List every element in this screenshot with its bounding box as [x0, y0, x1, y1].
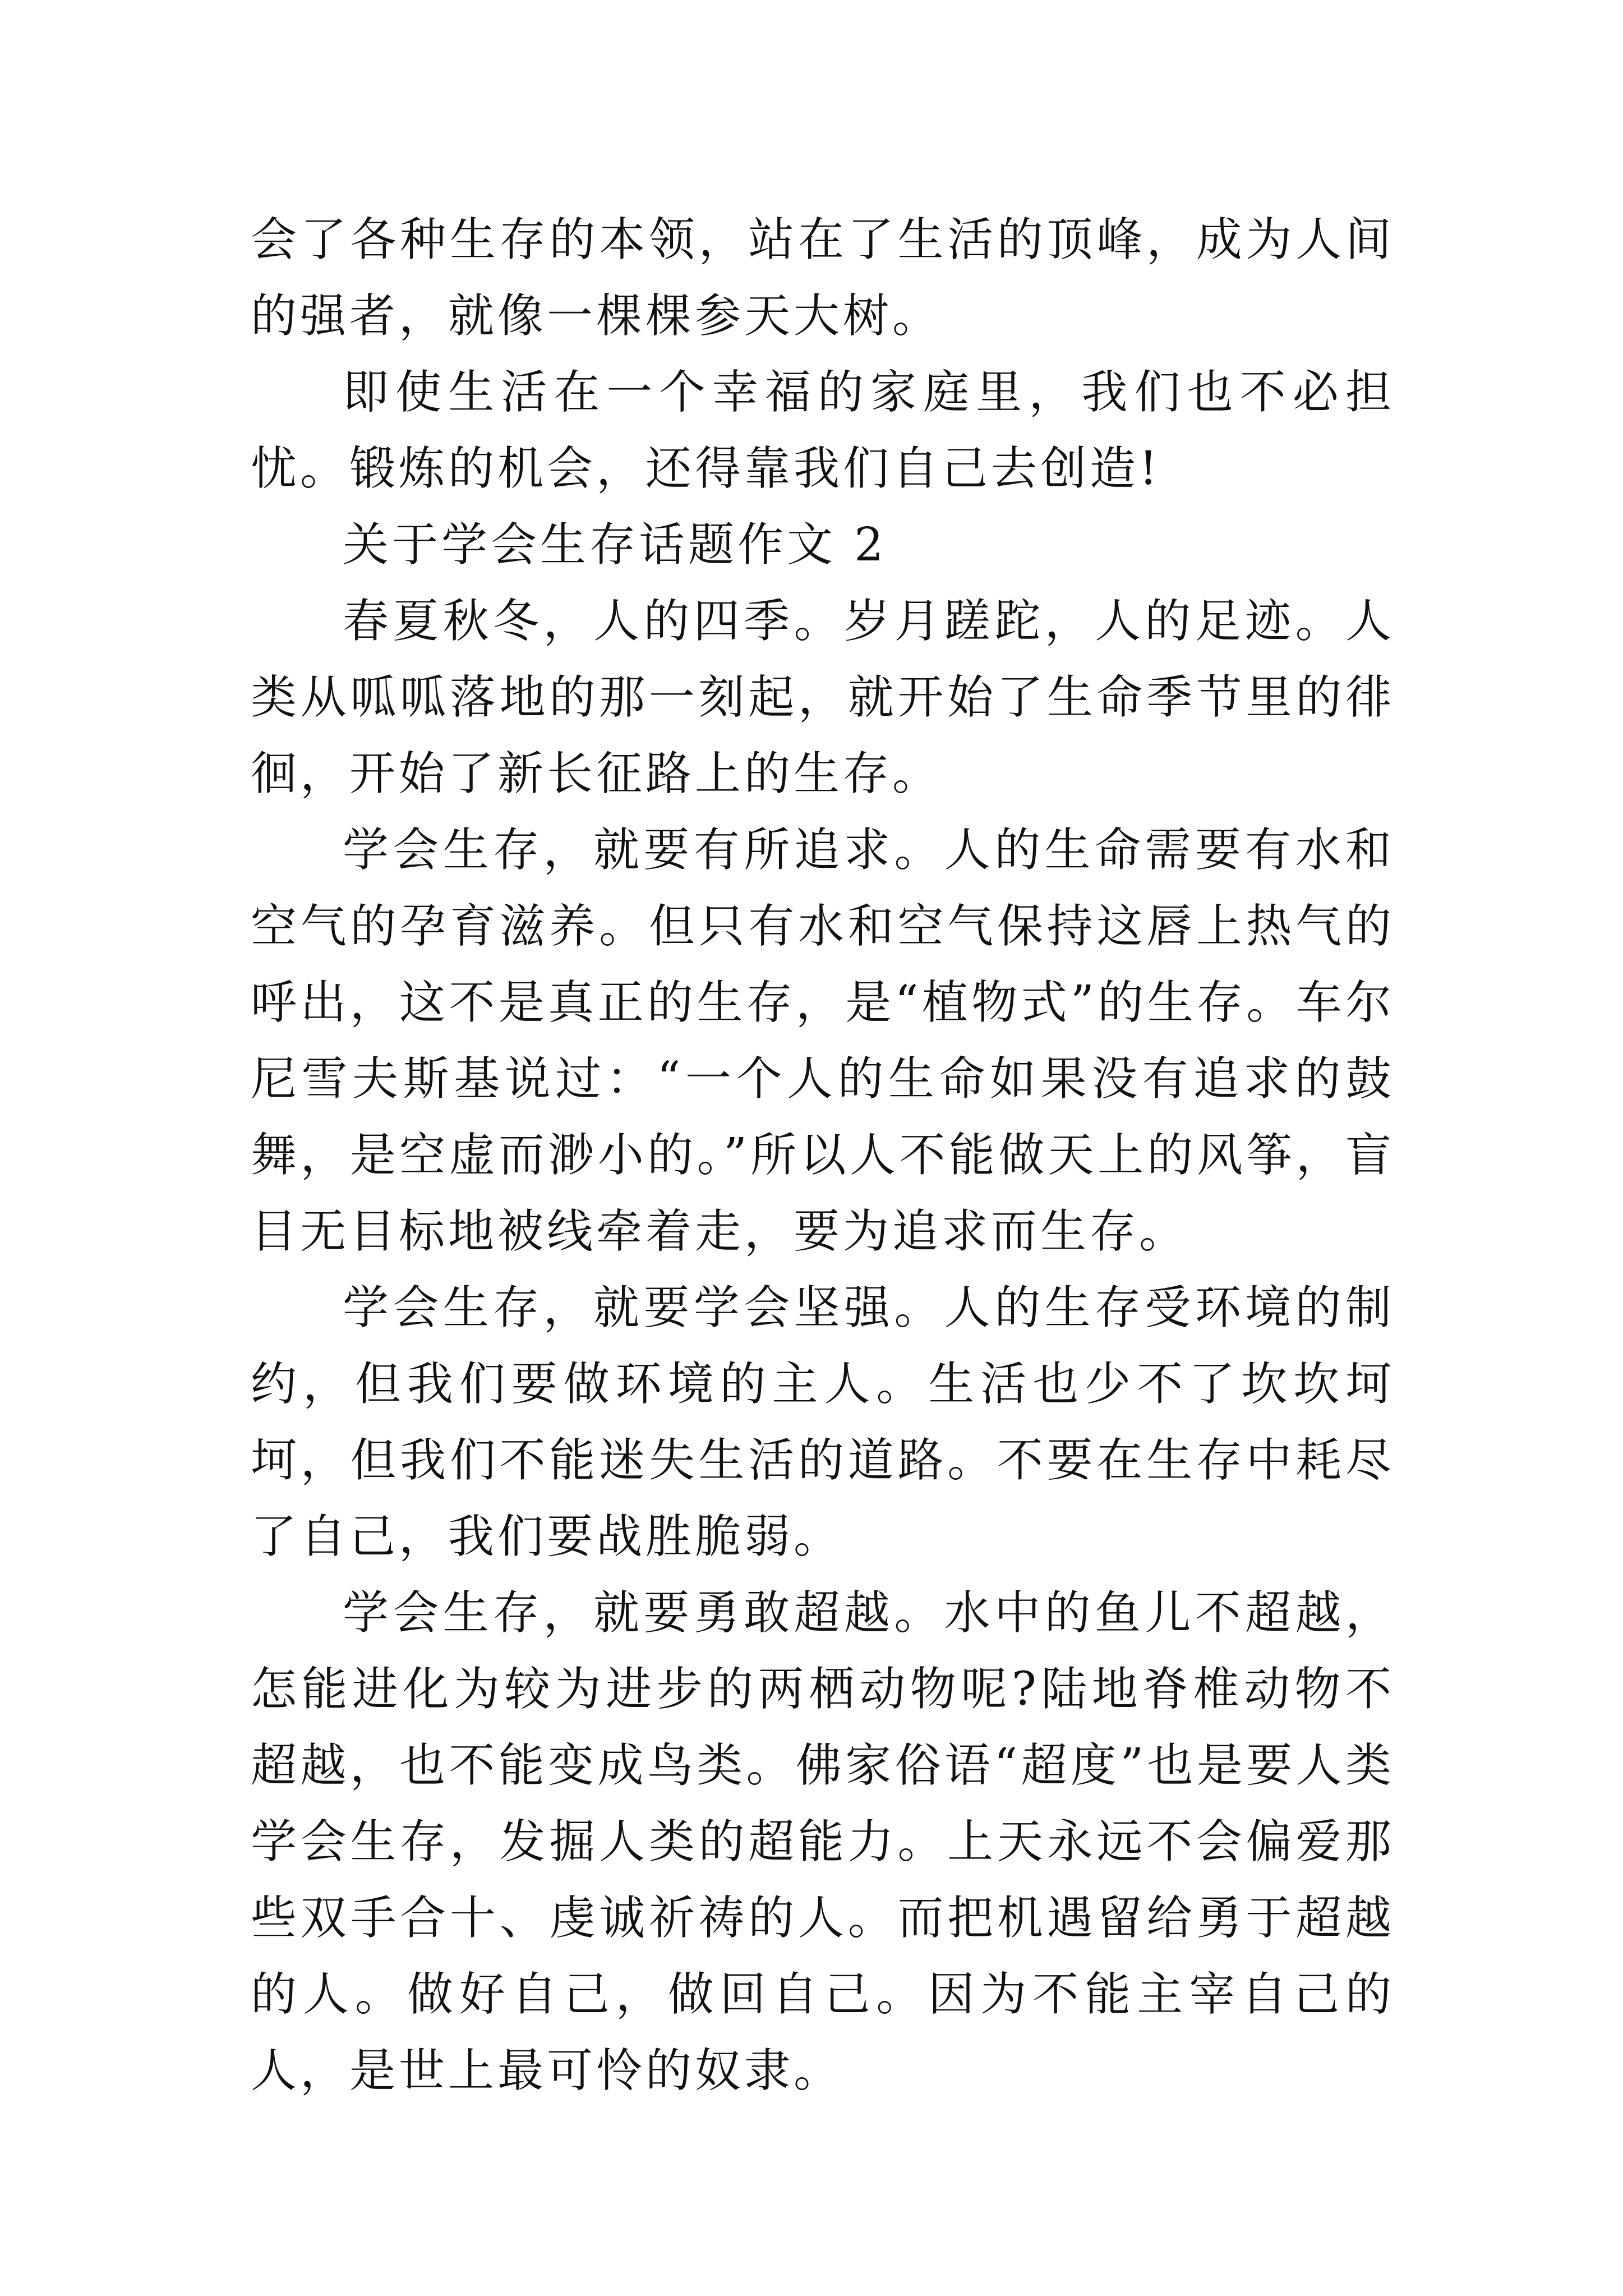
paragraph-strength: 学会生存，就要学会坚强。人的生存受环境的制约，但我们要做环境的主人。生活也少不了坎坎坷坷，但我们不能迷失生活的道路。不要在生存中耗尽了自己，我们要战胜脆弱。 — [251, 1281, 1395, 1563]
paragraph-seasons: 春夏秋冬，人的四季。岁月蹉跎，人的足迹。人类从呱呱落地的那一刻起，就开始了生命季节里的徘徊，开始了新长征路上的生存。 — [251, 595, 1395, 800]
paragraph-continuation: 会了各种生存的本领，站在了生活的顶峰，成为人间的强者，就像一棵棵参天大树。 — [251, 213, 1395, 343]
paragraph-pursuit: 学会生存，就要有所追求。人的生命需要有水和空气的孕育滋养。但只有水和空气保持这唇上热气的呼出，这不是真正的生存，是“植物式”的生存。车尔尼雪夫斯基说过：“一个人的生命如果没有追求的鼓舞，是空虚而渺小的。”所以人不能做天上的风筝，盲目无目标地被线牵着走，要为追求而生存。 — [251, 823, 1395, 1258]
essay-title: 关于学会生存话题作文 2 — [343, 518, 887, 572]
document-body — [251, 202, 1395, 2109]
paragraph-family-opportunity: 即使生活在一个幸福的家庭里，我们也不必担忧。锻炼的机会，还得靠我们自己去创造! — [251, 366, 1395, 495]
paragraph-surpass: 学会生存，就要勇敢超越。水中的鱼儿不超越，怎能进化为较为进步的两栖动物呢?陆地脊椎动物不超越，也不能变成鸟类。佛家俗语“超度”也是要人类学会生存，发掘人类的超能力。上天永远不会偏爱那些双手合十、虔诚祈祷的人。而把机遇留给勇于超越的人。做好自己，做回自己。因为不能主宰自己的人，是世上最可怜的奴隶。 — [251, 1586, 1395, 2097]
